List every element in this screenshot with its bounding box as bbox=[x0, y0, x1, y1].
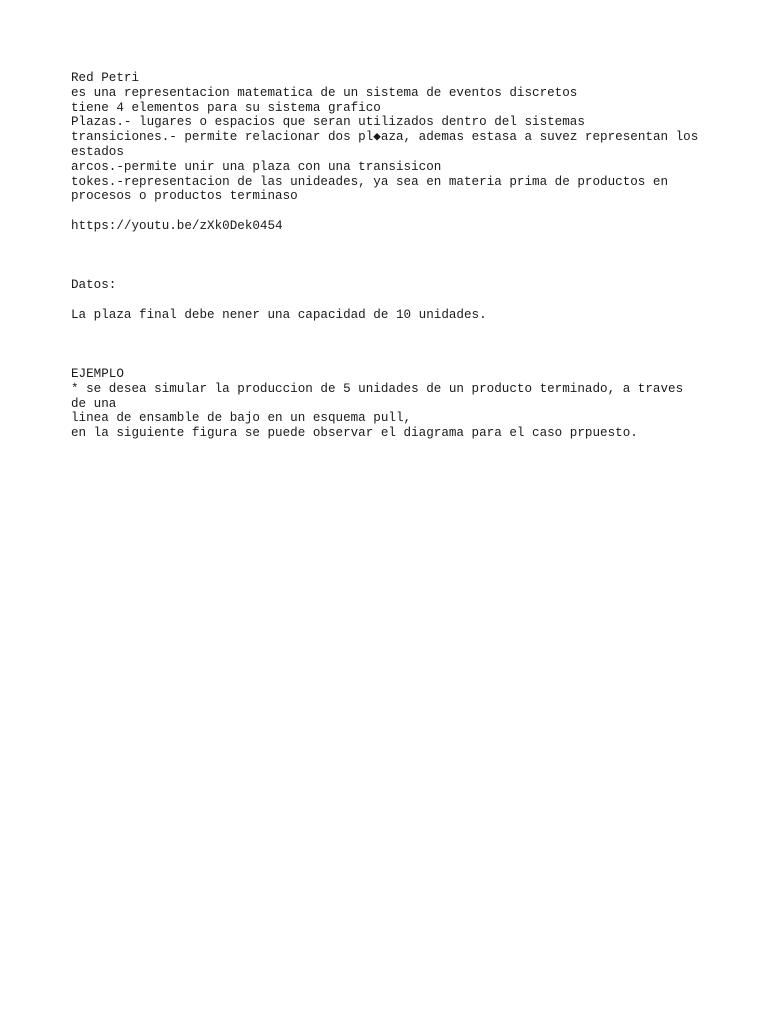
spacer bbox=[71, 249, 711, 264]
ejemplo-heading: EJEMPLO bbox=[71, 366, 124, 381]
spacer bbox=[71, 337, 711, 352]
document-body bbox=[71, 71, 711, 441]
text-line: transiciones.- permite relacionar dos pl◆aza, ademas estasa a suvez representan los bbox=[71, 130, 699, 145]
ejemplo-text: linea de ensamble de bajo en un esquema pull, bbox=[71, 411, 412, 426]
spacer bbox=[71, 293, 711, 308]
ejemplo-text: en la siguiente figura se puede observar el diagrama para el caso prpuesto. bbox=[71, 426, 638, 441]
ejemplo-text: * se desea simular la produccion de 5 unidades de un producto terminado, a traves bbox=[71, 381, 684, 396]
youtube-link[interactable]: https://youtu.be/zXk0Dek0454 bbox=[71, 218, 283, 233]
ejemplo-text: de una bbox=[71, 396, 117, 411]
text-line: arcos.-permite unir una plaza con una transisicon bbox=[71, 159, 442, 174]
spacer bbox=[71, 263, 711, 278]
document-title: Red Petri bbox=[71, 71, 140, 85]
text-line: tokes.-representacion de las unideades, ya sea en materia prima de productos en bbox=[71, 174, 669, 189]
text-line: es una representacion matematica de un sistema de eventos discretos bbox=[71, 85, 578, 100]
datos-heading: Datos: bbox=[71, 278, 117, 293]
text-line: Plazas.- lugares o espacios que seran utilizados dentro del sistemas bbox=[71, 115, 585, 130]
text-line: estados bbox=[71, 144, 124, 159]
datos-text: La plaza final debe nener una capacidad de 10 unidades. bbox=[71, 307, 487, 322]
spacer bbox=[71, 323, 711, 338]
spacer bbox=[71, 234, 711, 249]
text-line: procesos o productos terminaso bbox=[71, 189, 298, 204]
text-line: tiene 4 elementos para su sistema grafico bbox=[71, 100, 381, 115]
spacer bbox=[71, 352, 711, 367]
spacer bbox=[71, 204, 711, 219]
